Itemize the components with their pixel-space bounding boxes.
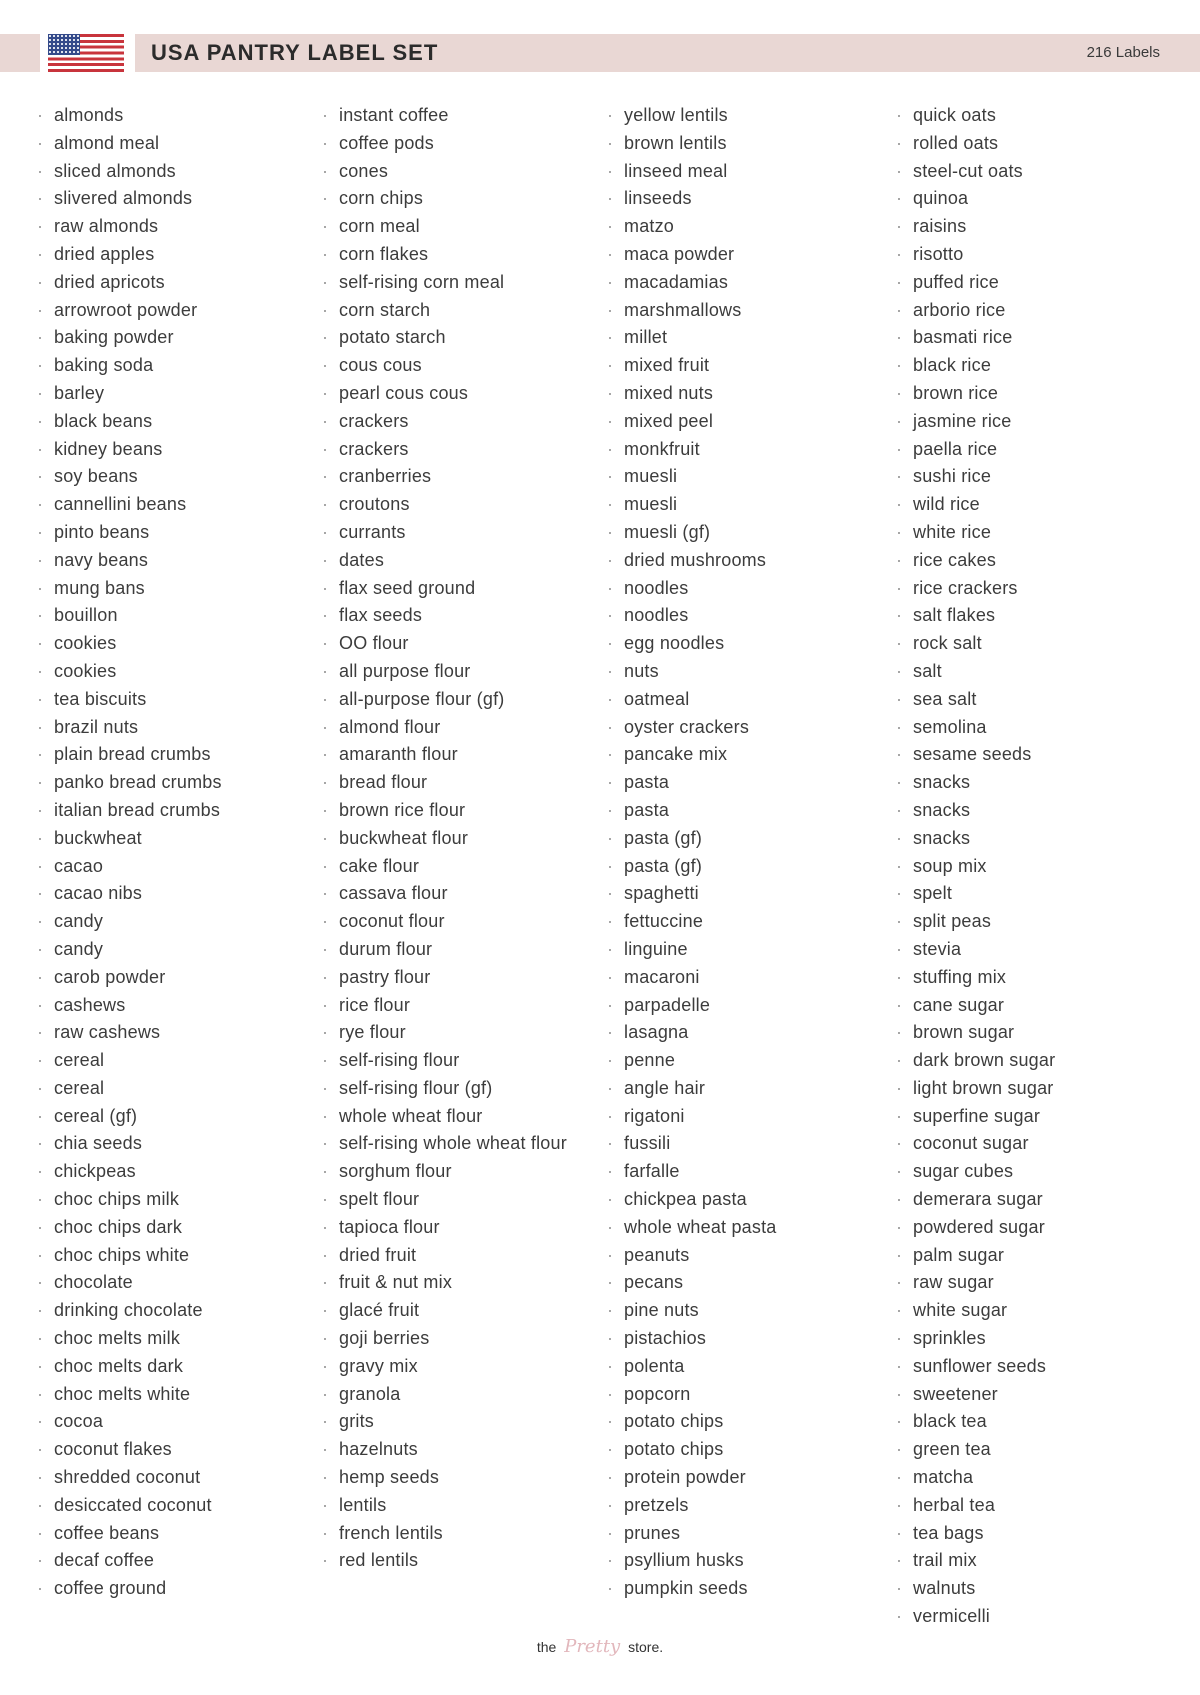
pantry-label-item: · matcha	[896, 1464, 1146, 1492]
pantry-label-item: · chickpea pasta	[607, 1186, 857, 1214]
pantry-label-item: · choc chips dark	[37, 1214, 287, 1242]
footer-script: Pretty	[564, 1636, 621, 1657]
label-column-3	[607, 102, 857, 1603]
pantry-label-item: · whole wheat flour	[322, 1103, 570, 1131]
pantry-label-item: · panko bread crumbs	[37, 769, 287, 797]
pantry-label-item: · cashews	[37, 992, 287, 1020]
pantry-label-item: · navy beans	[37, 547, 287, 575]
pantry-label-item: · gravy mix	[322, 1353, 570, 1381]
pantry-label-item: · plain bread crumbs	[37, 741, 287, 769]
flag-container	[40, 30, 135, 76]
pantry-label-item: · oatmeal	[607, 686, 857, 714]
pantry-label-item: · paella rice	[896, 436, 1146, 464]
pantry-label-item: · quick oats	[896, 102, 1146, 130]
pantry-label-item: · pancake mix	[607, 741, 857, 769]
pantry-label-item: · rice flour	[322, 992, 570, 1020]
pantry-label-item: · bread flour	[322, 769, 570, 797]
pantry-label-item: · red lentils	[322, 1547, 570, 1575]
pantry-label-item: · wild rice	[896, 491, 1146, 519]
pantry-label-item: · all purpose flour	[322, 658, 570, 686]
pantry-label-item: · coffee ground	[37, 1575, 287, 1603]
usa-flag-icon	[48, 34, 124, 72]
pantry-label-item: · yellow lentils	[607, 102, 857, 130]
pantry-label-item: · flax seed ground	[322, 575, 570, 603]
pantry-label-item: · cacao	[37, 853, 287, 881]
pantry-label-item: · stuffing mix	[896, 964, 1146, 992]
pantry-label-item: · sunflower seeds	[896, 1353, 1146, 1381]
pantry-label-item: · marshmallows	[607, 297, 857, 325]
pantry-label-item: · noodles	[607, 602, 857, 630]
pantry-label-item: · farfalle	[607, 1158, 857, 1186]
pantry-label-item: · crackers	[322, 436, 570, 464]
pantry-label-item: · monkfruit	[607, 436, 857, 464]
pantry-label-item: · dried mushrooms	[607, 547, 857, 575]
pantry-label-item: · dried apples	[37, 241, 287, 269]
pantry-label-item: · sea salt	[896, 686, 1146, 714]
pantry-label-item: · pretzels	[607, 1492, 857, 1520]
header-bar	[0, 34, 1200, 72]
pantry-label-item: · linguine	[607, 936, 857, 964]
pantry-label-item: · white rice	[896, 519, 1146, 547]
pantry-label-item: · coconut flakes	[37, 1436, 287, 1464]
pantry-label-item: · cones	[322, 158, 570, 186]
pantry-label-item: · angle hair	[607, 1075, 857, 1103]
pantry-label-item: · coconut flour	[322, 908, 570, 936]
pantry-label-item: · cassava flour	[322, 880, 570, 908]
pantry-label-item: · spelt	[896, 880, 1146, 908]
pantry-label-item: · mixed nuts	[607, 380, 857, 408]
pantry-label-item: · chia seeds	[37, 1130, 287, 1158]
pantry-label-item: · peanuts	[607, 1242, 857, 1270]
pantry-label-item: · brown rice	[896, 380, 1146, 408]
pantry-label-item: · linseed meal	[607, 158, 857, 186]
pantry-label-item: · walnuts	[896, 1575, 1146, 1603]
pantry-label-item: · salt flakes	[896, 602, 1146, 630]
pantry-label-item: · spelt flour	[322, 1186, 570, 1214]
pantry-label-item: · durum flour	[322, 936, 570, 964]
pantry-label-item: · bouillon	[37, 602, 287, 630]
pantry-label-item: · linseeds	[607, 185, 857, 213]
pantry-label-item: · french lentils	[322, 1520, 570, 1548]
pantry-label-item: · rock salt	[896, 630, 1146, 658]
footer-logo	[0, 1636, 1200, 1657]
pantry-label-item: · salt	[896, 658, 1146, 686]
pantry-label-item: · spaghetti	[607, 880, 857, 908]
pantry-label-item: · self-rising flour	[322, 1047, 570, 1075]
pantry-label-item: · basmati rice	[896, 324, 1146, 352]
pantry-label-item: · self-rising corn meal	[322, 269, 570, 297]
pantry-label-item: · baking powder	[37, 324, 287, 352]
pantry-label-item: · pine nuts	[607, 1297, 857, 1325]
pantry-label-item: · hemp seeds	[322, 1464, 570, 1492]
pantry-label-item: · cannellini beans	[37, 491, 287, 519]
pantry-label-item: · italian bread crumbs	[37, 797, 287, 825]
pantry-label-item: · candy	[37, 936, 287, 964]
pantry-label-item: · black beans	[37, 408, 287, 436]
pantry-label-item: · raw cashews	[37, 1019, 287, 1047]
pantry-label-item: · parpadelle	[607, 992, 857, 1020]
pantry-label-item: · goji berries	[322, 1325, 570, 1353]
pantry-label-item: · kidney beans	[37, 436, 287, 464]
pantry-label-item: · corn flakes	[322, 241, 570, 269]
pantry-label-item: · chocolate	[37, 1269, 287, 1297]
pantry-label-item: · penne	[607, 1047, 857, 1075]
pantry-label-item: · snacks	[896, 769, 1146, 797]
pantry-label-item: · psyllium husks	[607, 1547, 857, 1575]
pantry-label-item: · dried fruit	[322, 1242, 570, 1270]
pantry-label-item: · polenta	[607, 1353, 857, 1381]
pantry-label-item: · slivered almonds	[37, 185, 287, 213]
pantry-label-item: · sushi rice	[896, 463, 1146, 491]
pantry-label-item: · dark brown sugar	[896, 1047, 1146, 1075]
pantry-label-item: · almond flour	[322, 714, 570, 742]
pantry-label-item: · superfine sugar	[896, 1103, 1146, 1131]
pantry-label-item: · snacks	[896, 825, 1146, 853]
pantry-label-item: · OO flour	[322, 630, 570, 658]
pantry-label-item: · self-rising whole wheat flour	[322, 1130, 570, 1158]
label-column-4	[896, 102, 1146, 1631]
pantry-label-item: · arrowroot powder	[37, 297, 287, 325]
pantry-label-item: · macaroni	[607, 964, 857, 992]
pantry-label-item: · coconut sugar	[896, 1130, 1146, 1158]
pantry-label-item: · lasagna	[607, 1019, 857, 1047]
pantry-label-item: · powdered sugar	[896, 1214, 1146, 1242]
pantry-label-item: · decaf coffee	[37, 1547, 287, 1575]
pantry-label-item: · arborio rice	[896, 297, 1146, 325]
pantry-label-item: · egg noodles	[607, 630, 857, 658]
label-column-2	[322, 102, 570, 1575]
pantry-label-item: · black tea	[896, 1408, 1146, 1436]
pantry-label-item: · brown rice flour	[322, 797, 570, 825]
pantry-label-item: · raisins	[896, 213, 1146, 241]
pantry-label-item: · whole wheat pasta	[607, 1214, 857, 1242]
pantry-label-item: · quinoa	[896, 185, 1146, 213]
pantry-label-item: · amaranth flour	[322, 741, 570, 769]
pantry-label-item: · noodles	[607, 575, 857, 603]
pantry-label-item: · flax seeds	[322, 602, 570, 630]
pantry-label-item: · lentils	[322, 1492, 570, 1520]
pantry-label-item: · almonds	[37, 102, 287, 130]
pantry-label-item: · crackers	[322, 408, 570, 436]
pantry-label-item: · pastry flour	[322, 964, 570, 992]
pantry-label-item: · prunes	[607, 1520, 857, 1548]
pantry-label-item: · sliced almonds	[37, 158, 287, 186]
pantry-label-item: · corn meal	[322, 213, 570, 241]
pantry-label-item: · pasta (gf)	[607, 853, 857, 881]
pantry-label-item: · fettuccine	[607, 908, 857, 936]
pantry-label-item: · jasmine rice	[896, 408, 1146, 436]
pantry-label-item: · choc melts white	[37, 1381, 287, 1409]
pantry-label-item: · cereal (gf)	[37, 1103, 287, 1131]
pantry-label-item: · almond meal	[37, 130, 287, 158]
pantry-label-item: · matzo	[607, 213, 857, 241]
pantry-label-item: · choc melts dark	[37, 1353, 287, 1381]
pantry-label-item: · snacks	[896, 797, 1146, 825]
pantry-label-item: · soy beans	[37, 463, 287, 491]
pantry-label-item: · desiccated coconut	[37, 1492, 287, 1520]
pantry-label-item: · carob powder	[37, 964, 287, 992]
label-column-1	[37, 102, 287, 1603]
pantry-label-item: · nuts	[607, 658, 857, 686]
label-count: 216 Labels	[1086, 44, 1160, 61]
pantry-label-item: · tea biscuits	[37, 686, 287, 714]
pantry-label-item: · steel-cut oats	[896, 158, 1146, 186]
pantry-label-item: · stevia	[896, 936, 1146, 964]
pantry-label-item: · choc melts milk	[37, 1325, 287, 1353]
pantry-label-item: · shredded coconut	[37, 1464, 287, 1492]
pantry-label-item: · raw sugar	[896, 1269, 1146, 1297]
pantry-label-item: · dried apricots	[37, 269, 287, 297]
pantry-label-item: · drinking chocolate	[37, 1297, 287, 1325]
pantry-label-item: · protein powder	[607, 1464, 857, 1492]
pantry-label-item: · fussili	[607, 1130, 857, 1158]
pantry-label-item: · cookies	[37, 658, 287, 686]
pantry-label-item: · potato chips	[607, 1436, 857, 1464]
pantry-label-item: · light brown sugar	[896, 1075, 1146, 1103]
pantry-label-item: · self-rising flour (gf)	[322, 1075, 570, 1103]
pantry-label-item: · glacé fruit	[322, 1297, 570, 1325]
pantry-label-item: · mixed peel	[607, 408, 857, 436]
flag-canton	[48, 34, 80, 55]
pantry-label-item: · popcorn	[607, 1381, 857, 1409]
pantry-label-item: · mixed fruit	[607, 352, 857, 380]
page-title: USA PANTRY LABEL SET	[151, 40, 439, 65]
pantry-label-item: · pumpkin seeds	[607, 1575, 857, 1603]
pantry-label-item: · rice crackers	[896, 575, 1146, 603]
pantry-label-item: · pecans	[607, 1269, 857, 1297]
pantry-label-item: · pasta (gf)	[607, 825, 857, 853]
pantry-label-item: · coffee beans	[37, 1520, 287, 1548]
pantry-label-item: · tea bags	[896, 1520, 1146, 1548]
pantry-label-item: · vermicelli	[896, 1603, 1146, 1631]
pantry-label-item: · cacao nibs	[37, 880, 287, 908]
pantry-label-item: · black rice	[896, 352, 1146, 380]
footer-store: store.	[628, 1639, 664, 1655]
pantry-label-item: · oyster crackers	[607, 714, 857, 742]
pantry-label-item: · sugar cubes	[896, 1158, 1146, 1186]
pantry-label-item: · brown sugar	[896, 1019, 1146, 1047]
pantry-label-item: · pasta	[607, 769, 857, 797]
pantry-label-item: · rye flour	[322, 1019, 570, 1047]
pantry-label-item: · split peas	[896, 908, 1146, 936]
pantry-label-item: · buckwheat flour	[322, 825, 570, 853]
pantry-label-item: · green tea	[896, 1436, 1146, 1464]
pantry-label-item: · cereal	[37, 1075, 287, 1103]
pantry-label-item: · cane sugar	[896, 992, 1146, 1020]
pantry-label-item: · sesame seeds	[896, 741, 1146, 769]
pantry-label-item: · muesli (gf)	[607, 519, 857, 547]
pantry-label-item: · herbal tea	[896, 1492, 1146, 1520]
pantry-label-item: · mung bans	[37, 575, 287, 603]
pantry-label-item: · sprinkles	[896, 1325, 1146, 1353]
pantry-label-item: · candy	[37, 908, 287, 936]
pantry-label-item: · choc chips white	[37, 1242, 287, 1270]
pantry-label-item: · palm sugar	[896, 1242, 1146, 1270]
pantry-label-item: · white sugar	[896, 1297, 1146, 1325]
pantry-label-item: · cereal	[37, 1047, 287, 1075]
pantry-label-item: · semolina	[896, 714, 1146, 742]
pantry-label-item: · cake flour	[322, 853, 570, 881]
pantry-label-item: · fruit & nut mix	[322, 1269, 570, 1297]
pantry-label-item: · trail mix	[896, 1547, 1146, 1575]
pantry-label-item: · cous cous	[322, 352, 570, 380]
pantry-label-item: · cocoa	[37, 1408, 287, 1436]
pantry-label-item: · buckwheat	[37, 825, 287, 853]
pantry-label-item: · pasta	[607, 797, 857, 825]
pantry-label-item: · muesli	[607, 463, 857, 491]
pantry-label-item: · hazelnuts	[322, 1436, 570, 1464]
pantry-label-item: · muesli	[607, 491, 857, 519]
pantry-label-item: · instant coffee	[322, 102, 570, 130]
pantry-label-item: · all-purpose flour (gf)	[322, 686, 570, 714]
pantry-label-item: · granola	[322, 1381, 570, 1409]
pantry-label-item: · tapioca flour	[322, 1214, 570, 1242]
pantry-label-item: · sweetener	[896, 1381, 1146, 1409]
pantry-label-item: · puffed rice	[896, 269, 1146, 297]
pantry-label-item: · dates	[322, 547, 570, 575]
pantry-label-item: · currants	[322, 519, 570, 547]
pantry-label-item: · cookies	[37, 630, 287, 658]
pantry-label-item: · corn starch	[322, 297, 570, 325]
pantry-label-item: · potato chips	[607, 1408, 857, 1436]
pantry-label-item: · grits	[322, 1408, 570, 1436]
pantry-label-item: · rolled oats	[896, 130, 1146, 158]
pantry-label-item: · millet	[607, 324, 857, 352]
pantry-label-item: · croutons	[322, 491, 570, 519]
pantry-label-item: · rice cakes	[896, 547, 1146, 575]
pantry-label-item: · coffee pods	[322, 130, 570, 158]
pantry-label-item: · choc chips milk	[37, 1186, 287, 1214]
pantry-label-item: · pearl cous cous	[322, 380, 570, 408]
pantry-label-item: · demerara sugar	[896, 1186, 1146, 1214]
pantry-label-item: · cranberries	[322, 463, 570, 491]
pantry-label-item: · barley	[37, 380, 287, 408]
pantry-label-item: · macadamias	[607, 269, 857, 297]
pantry-label-item: · potato starch	[322, 324, 570, 352]
pantry-label-item: · baking soda	[37, 352, 287, 380]
pantry-label-item: · corn chips	[322, 185, 570, 213]
pantry-label-item: · brown lentils	[607, 130, 857, 158]
pantry-label-item: · brazil nuts	[37, 714, 287, 742]
pantry-label-item: · sorghum flour	[322, 1158, 570, 1186]
pantry-label-item: · rigatoni	[607, 1103, 857, 1131]
pantry-label-item: · risotto	[896, 241, 1146, 269]
pantry-label-item: · maca powder	[607, 241, 857, 269]
pantry-label-item: · pistachios	[607, 1325, 857, 1353]
pantry-label-item: · soup mix	[896, 853, 1146, 881]
pantry-label-item: · pinto beans	[37, 519, 287, 547]
footer-the: the	[536, 1639, 557, 1655]
pantry-label-item: · chickpeas	[37, 1158, 287, 1186]
pantry-label-item: · raw almonds	[37, 213, 287, 241]
